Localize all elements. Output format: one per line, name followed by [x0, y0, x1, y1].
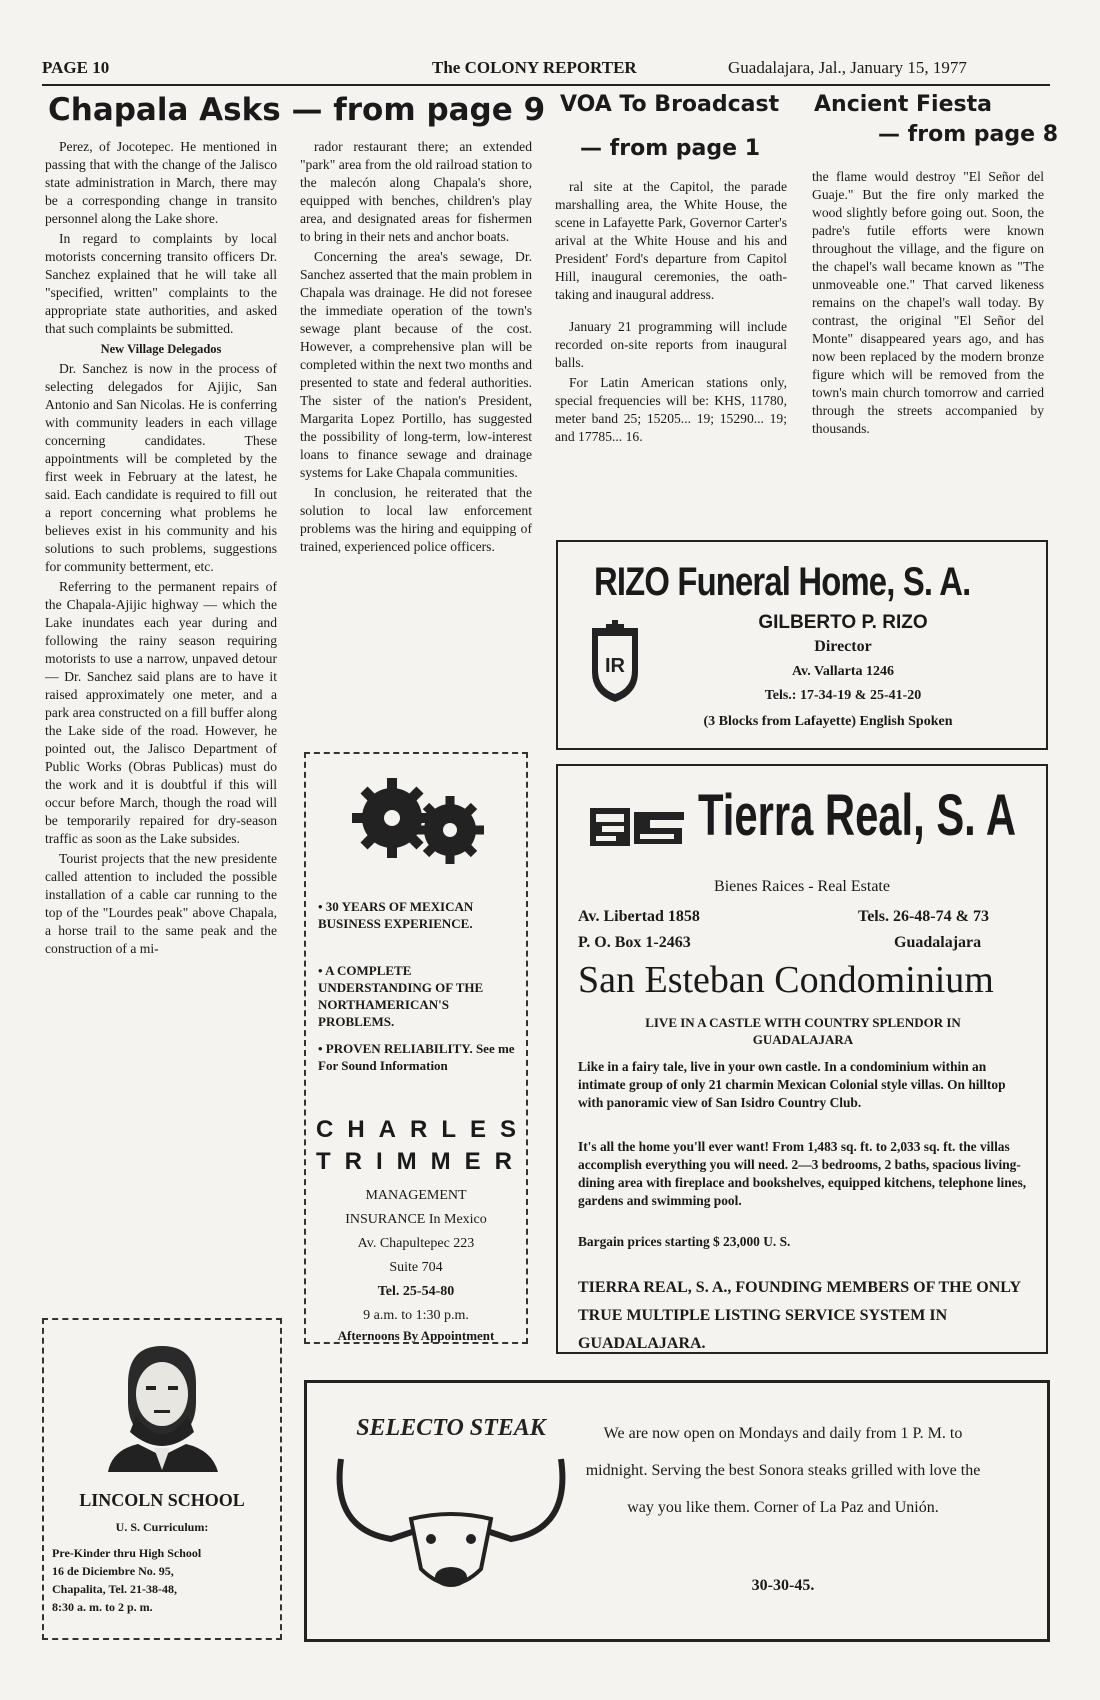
lincoln-line-1: Pre-Kinder thru High School	[52, 1546, 202, 1560]
lincoln-school-ad	[42, 1318, 282, 1640]
trimmer-bullet-1: • 30 YEARS OF MEXICAN BUSINESS EXPERIENCE.	[318, 899, 474, 931]
gears-icon	[332, 768, 502, 878]
article-paragraph: rador restaurant there; an extended "park" area from the old railroad station to the malecón along Chapala's shore, equipped with benches, children's play area, and designated areas for fishermen to bring in their nets and anchor boats.	[300, 139, 532, 244]
paper-name: The COLONY REPORTER	[432, 58, 637, 77]
page-number: PAGE 10	[42, 58, 110, 77]
aztec-logo	[588, 802, 688, 852]
trimmer-phone: Tel. 25-54-80	[377, 1284, 455, 1299]
bull-head-logo	[321, 1399, 581, 1609]
voa-from: — from page 1	[580, 136, 761, 161]
condo-description: Like in a fairy tale, live in your own castle. In a condominium within an intimate group of only 21 charmin Mexican Colonial style villas. On hilltop with panoramic view of San Isidro Country Club.	[578, 1059, 1006, 1110]
trimmer-hours: 9 a.m. to 1:30 p.m.	[363, 1308, 469, 1323]
tierra-footer: TIERRA REAL, S. A., FOUNDING MEMBERS OF THE ONLY TRUE MULTIPLE LISTING SERVICE SYSTEM IN GUADALAJARA.	[578, 1279, 1021, 1352]
lincoln-line-4: 8:30 a. m. to 2 p. m.	[52, 1600, 153, 1614]
selecto-steak-ad	[304, 1380, 1050, 1642]
steak-text: We are now open on Mondays and daily from 1 P. M. to midnight. Serving the best Sonora steaks grilled with love the way you like them. Corner of La Paz and Unión.	[585, 1425, 981, 1516]
fiesta-article	[812, 168, 1044, 440]
trimmer-name-first: CHARLES	[316, 1116, 531, 1143]
condo-slogan: LIVE IN A CASTLE WITH COUNTRY SPLENDOR IN GUADALAJARA	[645, 1015, 961, 1047]
article-paragraph: Referring to the permanent repairs of the Chapala-Ajijic highway — which the Lake inundates each year during and following the rainy season requiring motorists to use a narrow, unpaved detour — Dr. Sanchez said plans are to have it raised approximately one meter, and a park area constructed on a fill buffer along the Lake side of the road. However, he pointed out, the Jalisco Department of Public Works (Obras Publicas) must do the work and it is doubtful if this will occur before March, though the road will be temporarily repaired for dry-season traffic as soon as the Lake subsides.	[45, 579, 277, 846]
tierra-phones: Tels. 26-48-74 & 73	[858, 908, 989, 925]
article-paragraph: In regard to complaints by local motorists concerning transito officers Dr. Sanchez explained that he will take all "specified, written" complaints to the appropriate state authorities, and asked that such complaints be submitted.	[45, 231, 277, 336]
article-paragraph: In conclusion, he reiterated that the solution to local law enforcement problems was the hiring and equipping of trained, experienced police officers.	[300, 485, 532, 554]
tierra-subtitle: Bienes Raices - Real Estate	[714, 878, 890, 895]
tierra-city: Guadalajara	[894, 934, 982, 951]
rizo-note: (3 Blocks from Lafayette) English Spoken	[703, 714, 953, 729]
header-rule	[42, 84, 1050, 86]
rizo-role: Director	[814, 638, 872, 655]
condo-price: Bargain prices starting $ 23,000 U. S.	[578, 1234, 791, 1249]
trimmer-bullet-3: • PROVEN RELIABILITY. See me For Sound Information	[318, 1041, 515, 1073]
voa-headline: VOA To Broadcast	[560, 92, 780, 117]
trimmer-management: MANAGEMENT	[365, 1188, 467, 1203]
trimmer-suite: Suite 704	[389, 1260, 443, 1275]
article-paragraph: Tourist projects that the new presidente called attention to included the possible installation of a cable car running to the top of the "Lourdes peak" above Chapala, a horse trail to the same peak and the construction of a mi-	[45, 851, 277, 956]
trimmer-bullet-2: • A COMPLETE UNDERSTANDING OF THE NORTHAMERICAN'S PROBLEMS.	[318, 963, 484, 1029]
rizo-title: RIZO Funeral Home, S. A.	[594, 560, 971, 604]
article-paragraph: the flame would destroy "El Señor del Guaje." But the fire only marked the wood slightly before going out. Soon, the padre's futile efforts were known throughout the village, and the figure on the chapel's wall became known as "The unmoveable one." That carved likeness remains on the chapel's wall today. By contrast, the original "El Señor del Monte" disappeared years ago, and has now been replaced by the modern bronze figure which will be removed from the town's main church tomorrow and carried through the streets accompanied by thousands.	[812, 169, 1044, 436]
lincoln-line-3: Chapalita, Tel. 21-38-48,	[52, 1582, 178, 1596]
lincoln-line-2: 16 de Diciembre No. 95,	[52, 1564, 174, 1578]
tierra-address: Av. Libertad 1858	[578, 908, 700, 925]
condo-title: San Esteban Condominium	[578, 959, 994, 1001]
article-paragraph: Perez, of Jocotepec. He mentioned in passing that with the change of the Jalisco state administration in March, there may be a corresponding change in transito personnel along the Lake shore.	[45, 139, 277, 226]
rizo-ad	[556, 540, 1048, 750]
rizo-logo-text: IR	[605, 655, 625, 677]
trimmer-insurance: INSURANCE In Mexico	[345, 1212, 487, 1227]
voa-article	[555, 178, 787, 448]
subheading: New Village Delegados	[100, 342, 222, 356]
fiesta-from: — from page 8	[878, 122, 1059, 147]
trimmer-appointment: Afternoons By Appointment	[337, 1328, 495, 1343]
tierra-pobox: P. O. Box 1-2463	[578, 934, 691, 951]
lincoln-title: LINCOLN SCHOOL	[79, 1490, 245, 1510]
tierra-title: Tierra Real, S. A	[698, 783, 1016, 848]
trimmer-ad	[304, 752, 531, 1344]
trimmer-name-last: TRIMMER	[316, 1148, 526, 1175]
dateline: Guadalajara, Jal., January 15, 1977	[728, 58, 967, 77]
article-paragraph: January 21 programming will include recorded on-site reports from inaugural balls.	[555, 319, 787, 370]
chapala-headline: Chapala Asks — from page 9	[48, 92, 546, 128]
rizo-phones: Tels.: 17-34-19 & 25-41-20	[764, 688, 922, 703]
chapala-column-2	[300, 138, 532, 558]
article-paragraph: For Latin American stations only, special frequencies will be: KHS, 11780, meter band 25; 15205... 19; 15290... 19; and 17785... 16.	[555, 375, 787, 444]
trimmer-address: Av. Chapultepec 223	[357, 1236, 475, 1251]
chapala-column-1	[45, 138, 277, 960]
rizo-name: GILBERTO P. RIZO	[758, 612, 928, 633]
lincoln-portrait	[98, 1332, 228, 1472]
tierra-real-ad	[556, 764, 1048, 1354]
article-paragraph: ral site at the Capitol, the parade marshalling area, the White House, the scene in Lafayette Park, Governor Carter's arival at the White House and his and President' Ford's departure from Capitol Hill, inaugural ceremonies, the oath-taking and inaugural address.	[555, 179, 787, 302]
condo-features: It's all the home you'll ever want! From 1,483 sq. ft. to 2,033 sq. ft. the villas accomplish everything you will need. 2—3 bedrooms, 2 baths, spacious living-dining area with fireplace and bookshelves, equipped kitchens, telephone lines, gardens and swimming pool.	[578, 1139, 1027, 1208]
steak-logo-text: SELECTO STEAK	[356, 1415, 546, 1441]
article-paragraph: Dr. Sanchez is now in the process of selecting delegados for Ajijic, San Antonio and San Nicolas. He is conferring with community leaders in each village concerning candidates. These appointments will be completed by the first week in February at the latest, he said. Each candidate is required to fill out a report concerning what problems he believes exist in his community and his solutions to such problems, suggestions for community betterment, etc.	[45, 361, 277, 574]
rizo-logo	[588, 620, 642, 704]
fiesta-headline: Ancient Fiesta	[814, 92, 992, 117]
lincoln-curriculum: U. S. Curriculum:	[115, 1520, 209, 1534]
rizo-address: Av. Vallarta 1246	[791, 664, 895, 679]
article-paragraph: Concerning the area's sewage, Dr. Sanchez asserted that the main problem in Chapala was drainage. He did not foresee the immediate operation of the town's sewage plant because of the cost. However, a comprehensive plan will be completed within the next two months and presented to state and federal authorities. The sister of the nation's President, Margarita Lopez Portillo, has suggested the possibility of long-term, low-interest loans to finance sewage and drainage systems for Lake Chapala communities.	[300, 249, 532, 480]
steak-phone: 30-30-45.	[751, 1577, 815, 1594]
